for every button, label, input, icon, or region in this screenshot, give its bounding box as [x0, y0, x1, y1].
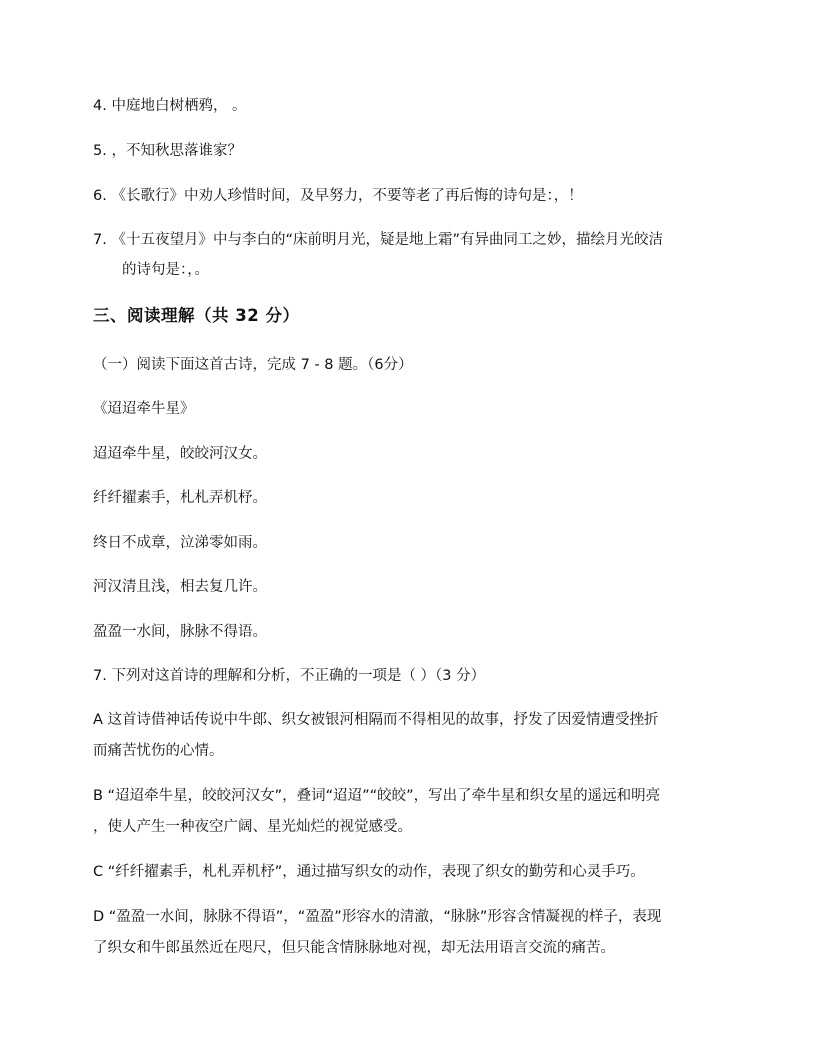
poem-line: 终日不成章，泣涕零如雨。 — [93, 535, 267, 551]
poem-line: 河汉清且浅，相去复几许。 — [93, 579, 267, 595]
question-7-line-2: 的诗句是：，。 — [122, 262, 209, 278]
poem-line: 迢迢牵牛星，皎皎河汉女。 — [93, 446, 267, 462]
option-c: C “纤纤擢素手，札札弄机杼”，通过描写织女的动作，表现了织女的勤劳和心灵手巧。 — [93, 864, 645, 880]
option-d-line-2: 了织女和牛郎虽然近在咫尺，但只能含情脉脉地对视，却无法用语言交流的痛苦。 — [93, 940, 615, 956]
question-4: 4. 中庭地白树栖鸦， 。 — [93, 98, 247, 114]
option-a-line-2: 而痛苦忧伤的心情。 — [93, 743, 224, 759]
poem-title: 《迢迢牵牛星》 — [93, 401, 195, 417]
poem-line: 盈盈一水间，脉脉不得语。 — [93, 624, 267, 640]
option-b-line-1: B “迢迢牵牛星，皎皎河汉女”，叠词“迢迢”“皎皎”，写出了牵牛星和织女星的遥远和明亮 — [93, 788, 661, 804]
option-d-line-1: D “盈盈一水间，脉脉不得语”，“盈盈”形容水的清澈，“脉脉”形容含情凝视的样子，表现 — [93, 909, 662, 925]
option-b-line-2: ，使人产生一种夜空广阔、星光灿烂的视觉感受。 — [93, 819, 412, 835]
question-6: 6. 《长歌行》中劝人珍惜时间，及早努力，不要等老了再后悔的诗句是：，！ — [93, 188, 583, 204]
option-a-line-1: A 这首诗借神话传说中牛郎、织女被银河相隔而不得相见的故事，抒发了因爱情遭受挫折 — [93, 712, 659, 728]
question-7-stem: 7. 下列对这首诗的理解和分析，不正确的一项是（ ）（3 分） — [93, 668, 486, 684]
poem-line: 纤纤擢素手，札札弄机杼。 — [93, 490, 267, 506]
section-sub-heading: （一）阅读下面这首古诗，完成 7 - 8 题。（6分） — [93, 357, 413, 373]
question-7-line-1: 7. 《十五夜望月》中与李白的“床前明月光，疑是地上霜”有异曲同工之妙，描绘月光皎洁 — [93, 232, 663, 248]
section-heading: 三、阅读理解（共 32 分） — [93, 306, 300, 325]
question-5: 5. ，不知秋思落谁家？ — [93, 143, 242, 159]
